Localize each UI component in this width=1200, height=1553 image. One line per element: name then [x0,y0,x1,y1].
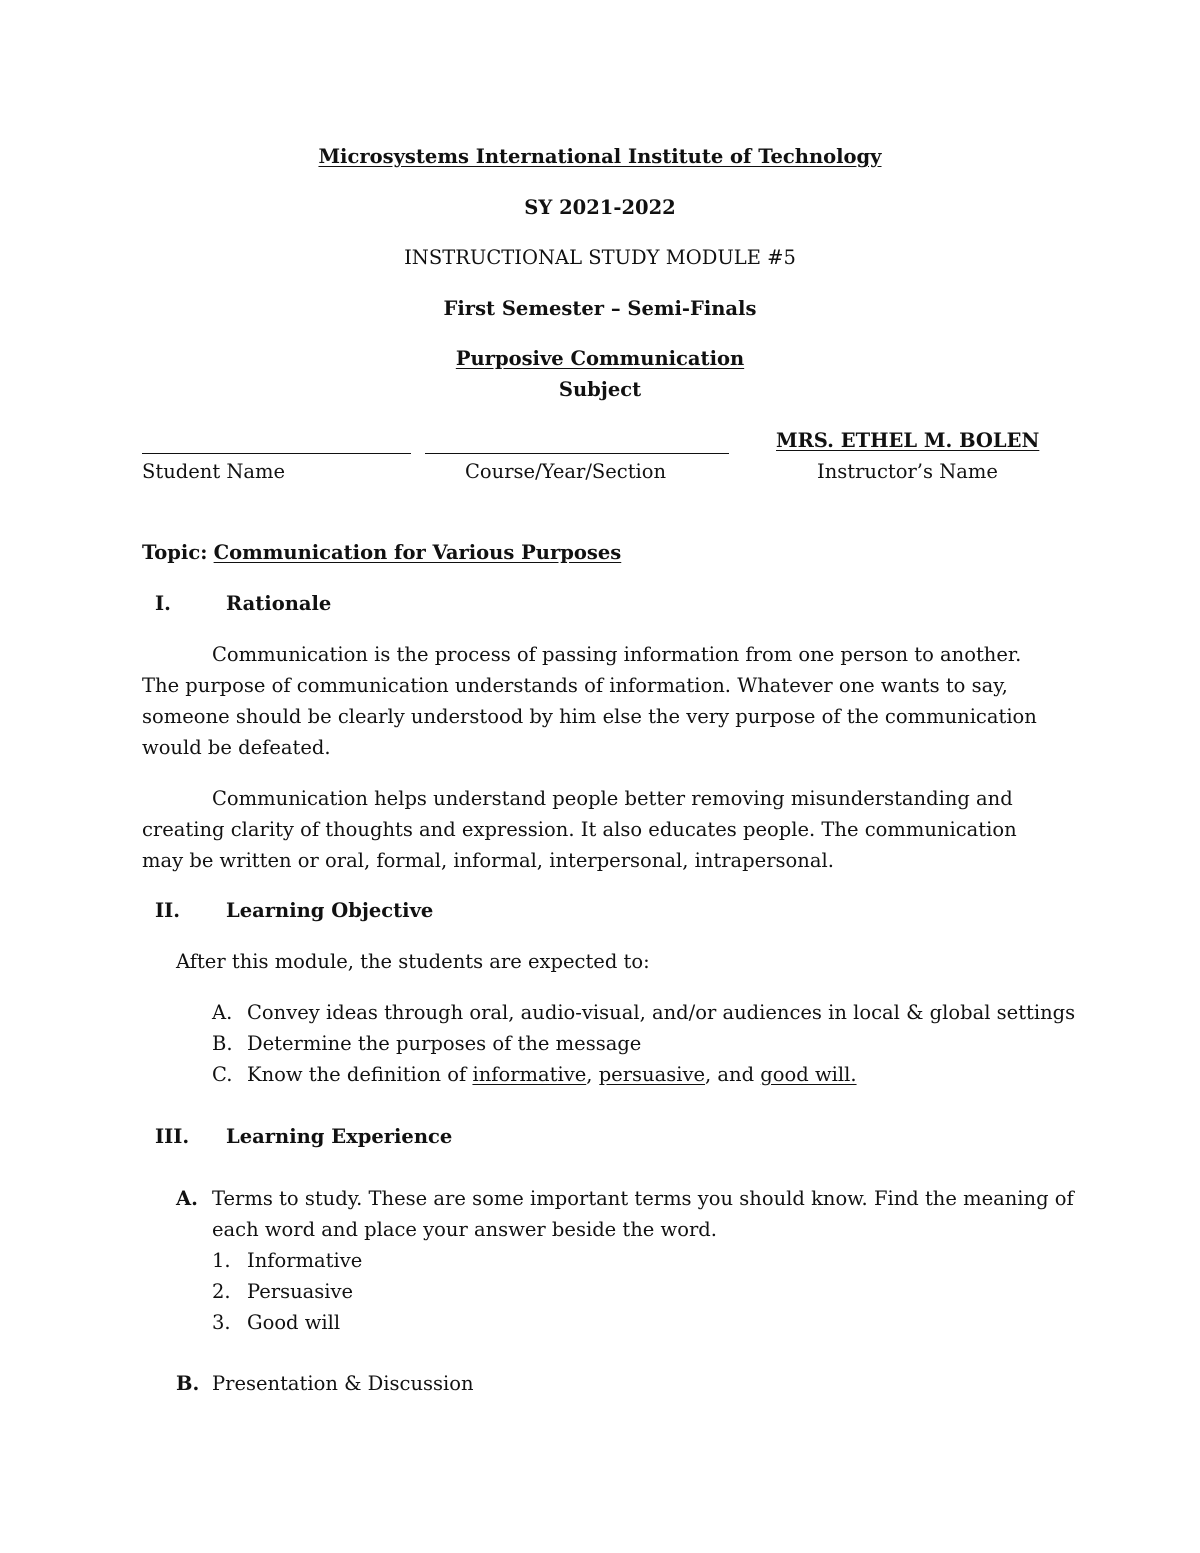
course-label: Course/Year/Section [465,460,667,483]
term-number-2: 2. [212,1280,231,1303]
section-title-objective: Learning Objective [226,899,434,922]
topic-line [142,541,621,565]
term-heading: First Semester – Semi-Finals [443,297,757,320]
term-informative: informative [472,1063,587,1086]
term-good-will: good will. [760,1063,857,1086]
topic-label: Topic: [142,541,208,564]
objective-marker-c: C. [212,1063,233,1086]
term-item-3: Good will [247,1311,341,1334]
topic-value: Communication for Various Purposes [213,541,622,564]
experience-b-text: Presentation & Discussion [212,1372,474,1395]
instructor-name-value: MRS. ETHEL M. BOLEN [776,429,1040,452]
term-number-1: 1. [212,1249,231,1272]
section-title-rationale: Rationale [226,592,332,615]
experience-a-line-1: Terms to study. These are some important terms you should know. Find the meaning of [212,1187,1074,1210]
student-name-line [142,453,411,454]
objective-item-c-text: Know the definition of [247,1063,473,1086]
institution-title: Microsystems International Institute of Technology [318,145,882,168]
student-name-label: Student Name [142,460,286,483]
rationale-paragraph-1: Communication is the process of passing information from one person to another. The purpose of communication understands of information. Whatever one wants to say, someone should be clearly understood by him else the very purpose of the communication would be defeated. [142,643,1037,759]
subject-label: Subject [558,378,642,401]
term-item-2: Persuasive [247,1280,354,1303]
section-numeral-1: I. [155,592,171,615]
term-persuasive: persuasive [598,1063,706,1086]
objective-marker-b: B. [212,1032,233,1055]
experience-marker-a: A. [176,1187,198,1210]
instructor-label: Instructor’s Name [817,460,998,483]
separator-2: , and [705,1063,761,1086]
objective-item-c [247,1063,857,1087]
rationale-paragraph-2: Communication helps understand people better removing misunderstanding and creating clarity of thoughts and expression. It also educates people. The communication may be written or oral, formal, informal, interpersonal, intrapersonal. [142,787,1017,872]
section-title-experience: Learning Experience [226,1125,453,1148]
separator-1: , [586,1063,599,1086]
module-title: INSTRUCTIONAL STUDY MODULE #5 [404,246,796,269]
school-year: SY 2021-2022 [524,196,676,219]
term-item-1: Informative [247,1249,363,1272]
term-number-3: 3. [212,1311,231,1334]
objective-marker-a: A. [212,1001,233,1024]
objective-item-a: Convey ideas through oral, audio-visual, and/or audiences in local & global settings [247,1001,1076,1024]
section-numeral-2: II. [155,899,181,922]
subject-name: Purposive Communication [455,347,745,370]
objective-intro: After this module, the students are expected to: [176,950,650,973]
experience-marker-b: B. [176,1372,200,1395]
course-line [425,453,729,454]
section-numeral-3: III. [155,1125,190,1148]
experience-a-line-2: each word and place your answer beside the word. [212,1218,717,1241]
objective-item-b: Determine the purposes of the message [247,1032,642,1055]
